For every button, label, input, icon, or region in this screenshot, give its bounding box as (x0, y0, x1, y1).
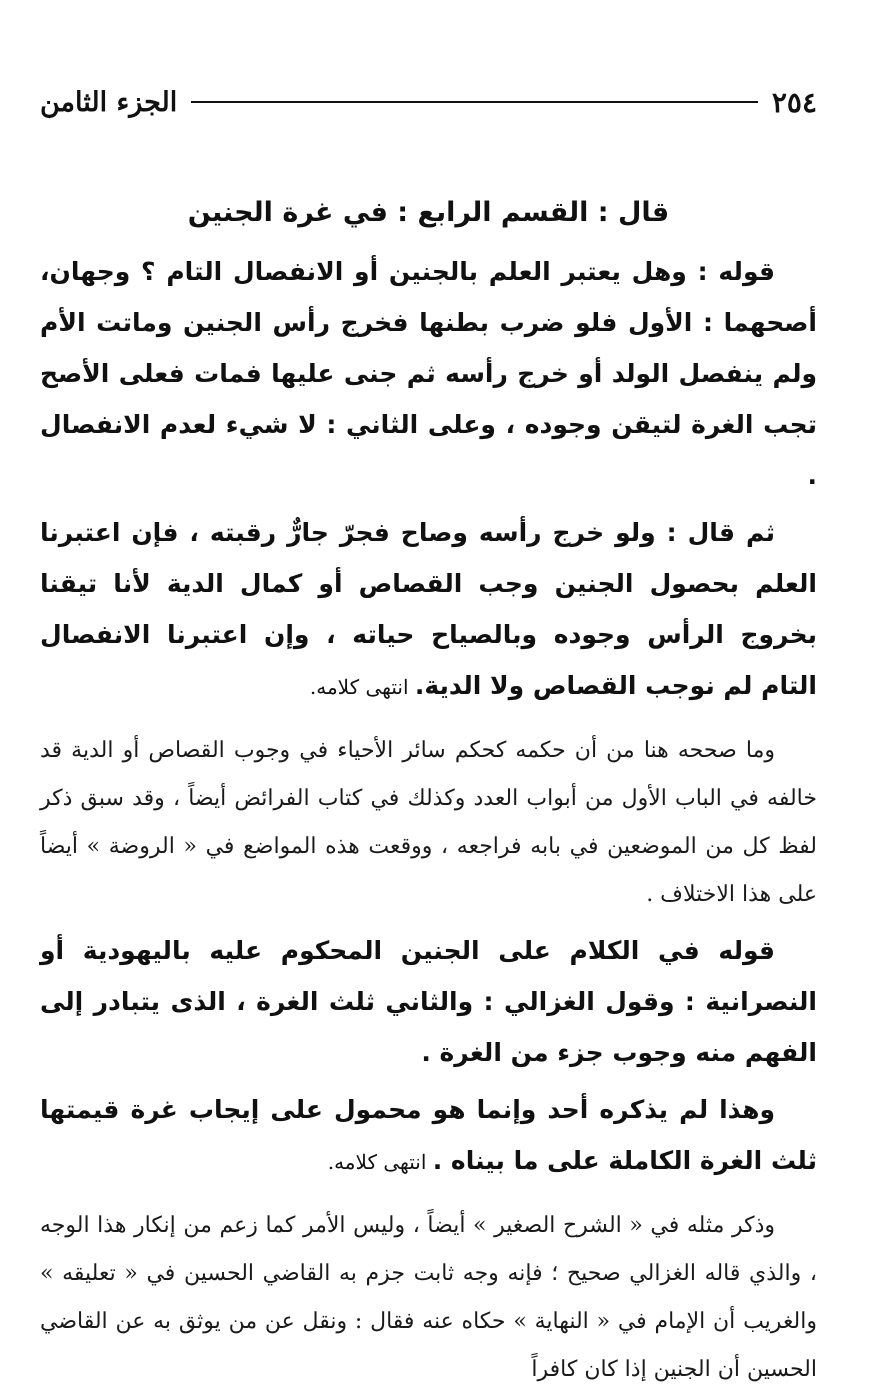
page-body (40, 188, 817, 1394)
paragraph-5 (40, 1084, 817, 1188)
paragraph-6 (40, 1202, 817, 1394)
paragraph-6-text: وذكر مثله في « الشرح الصغير » أيضاً ، وليس الأمر كما زعم من إنكار هذا الوجه ، والذي قاله الغزالي صحيح ؛ فإنه وجه ثابت جزم به القاضي الحسين في « تعليقه » والغريب أن الإمام في « النهاية » حكاه عنه فقال : ونقل عن من يوثق به عن القاضي الحسين أن الجنين إذا كان كافراً (40, 1213, 818, 1382)
paragraph-4 (40, 925, 817, 1078)
paragraph-2 (40, 507, 817, 713)
page-header (40, 82, 817, 122)
paragraph-3-text: وما صححه هنا من أن حكمه كحكم سائر الأحياء في وجوب القصاص أو الدية قد خالفه في الباب الأول من أبواب العدد وكذلك في كتاب الفرائض أيضاً ، وقد سبق ذكر لفظ كل من الموضعين في بابه فراجعه ، ووقعت هذه المواضع في « الروضة » أيضاً على هذا الاختلاف . (40, 738, 817, 907)
paragraph-4-text: قوله في الكلام على الجنين المحكوم عليه باليهودية أو النصرانية : وقول الغزالي : والثاني ثلث الغرة ، الذى يتبادر إلى الفهم منه وجوب جزء من الغرة . (40, 936, 817, 1067)
paragraph-3 (40, 727, 817, 919)
header-rule (191, 101, 758, 103)
paragraph-5-tail: انتهى كلامه. (327, 1150, 433, 1174)
paragraph-2-text: ثم قال : ولو خرج رأسه وصاح فجرّ جارٌّ رقبته ، فإن اعتبرنا العلم بحصول الجنين وجب القصاص أو كمال الدية لأنا تيقنا بخروج الرأس وجوده وبالصياح حياته ، وإن اعتبرنا الانفصال التام لم نوجب القصاص ولا الدية. (40, 518, 817, 700)
section-title: قال : القسم الرابع : في غرة الجنين (187, 197, 670, 228)
paragraph-2-tail: انتهى كلامه. (309, 675, 415, 699)
page-number: ٢٥٤ (771, 85, 817, 119)
paragraph-1 (40, 246, 817, 501)
paragraph-1-text: قوله : وهل يعتبر العلم بالجنين أو الانفصال التام ؟ وجهان، أصحهما : الأول فلو ضرب بطنها فخرج رأس الجنين وماتت الأم ولم ينفصل الولد أو خرج رأسه ثم جنى عليها فمات فعلى الأصح تجب الغرة لتيقن وجوده ، وعلى الثاني : لا شيء لعدم الانفصال . (40, 257, 817, 490)
part-title: الجزء الثامن (40, 86, 178, 118)
paragraph-5-text: وهذا لم يذكره أحد وإنما هو محمول على إيجاب غرة قيمتها ثلث الغرة الكاملة على ما بيناه . (40, 1095, 817, 1175)
